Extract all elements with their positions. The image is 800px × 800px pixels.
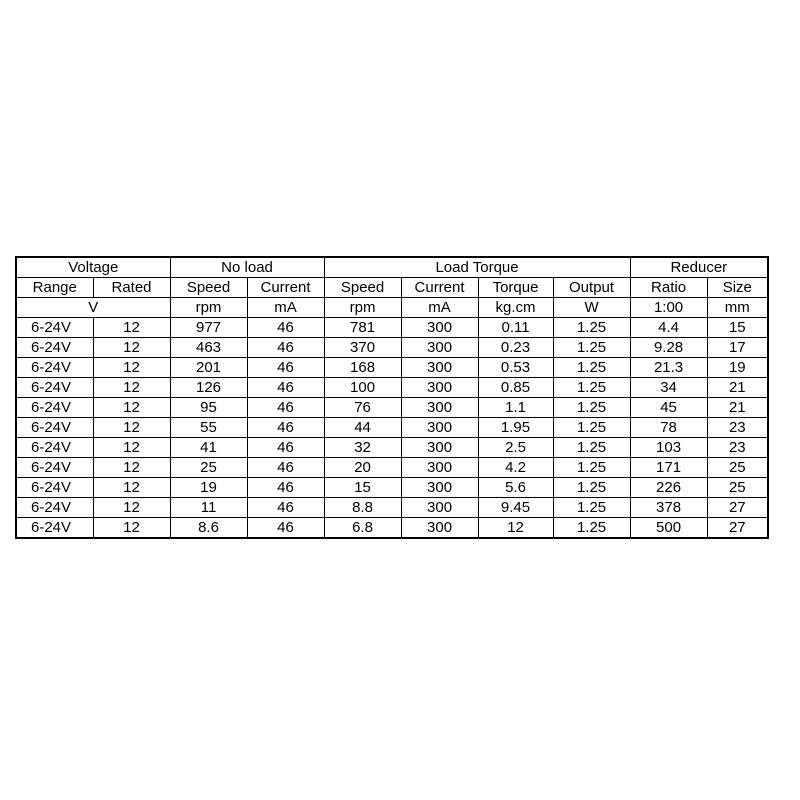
cell-output: 1.25 [553, 338, 630, 358]
cell-output: 1.25 [553, 458, 630, 478]
cell-rated-voltage: 12 [93, 418, 170, 438]
cell-ratio: 45 [630, 398, 707, 418]
cell-range: 6-24V [16, 438, 93, 458]
cell-torque: 1.1 [478, 398, 553, 418]
cell-no-load-speed: 8.6 [170, 518, 247, 539]
table-row [16, 478, 768, 498]
group-voltage: Voltage [16, 257, 170, 278]
cell-rated-voltage: 12 [93, 318, 170, 338]
unit-no-load-current: mA [247, 298, 324, 318]
cell-load-current: 300 [401, 498, 478, 518]
cell-rated-voltage: 12 [93, 458, 170, 478]
cell-load-speed: 32 [324, 438, 401, 458]
cell-load-speed: 168 [324, 358, 401, 378]
cell-no-load-speed: 19 [170, 478, 247, 498]
cell-load-current: 300 [401, 458, 478, 478]
cell-no-load-current: 46 [247, 498, 324, 518]
cell-ratio: 378 [630, 498, 707, 518]
cell-range: 6-24V [16, 418, 93, 438]
cell-range: 6-24V [16, 398, 93, 418]
cell-load-current: 300 [401, 338, 478, 358]
data-rows [16, 318, 768, 539]
cell-torque: 0.11 [478, 318, 553, 338]
header-output: Output [553, 278, 630, 298]
cell-output: 1.25 [553, 378, 630, 398]
cell-rated-voltage: 12 [93, 498, 170, 518]
cell-load-speed: 44 [324, 418, 401, 438]
table-row [16, 498, 768, 518]
header-no-load-current: Current [247, 278, 324, 298]
header-rated: Rated [93, 278, 170, 298]
cell-ratio: 171 [630, 458, 707, 478]
table-row [16, 458, 768, 478]
cell-no-load-speed: 55 [170, 418, 247, 438]
cell-rated-voltage: 12 [93, 358, 170, 378]
table-row [16, 378, 768, 398]
unit-size: mm [707, 298, 768, 318]
table-row [16, 518, 768, 539]
cell-rated-voltage: 12 [93, 438, 170, 458]
header-torque: Torque [478, 278, 553, 298]
unit-load-speed: rpm [324, 298, 401, 318]
cell-rated-voltage: 12 [93, 378, 170, 398]
unit-row [16, 298, 768, 318]
cell-ratio: 21.3 [630, 358, 707, 378]
cell-size: 27 [707, 518, 768, 539]
cell-ratio: 500 [630, 518, 707, 539]
cell-rated-voltage: 12 [93, 478, 170, 498]
unit-no-load-speed: rpm [170, 298, 247, 318]
group-load-torque: Load Torque [324, 257, 630, 278]
group-header-row [16, 257, 768, 278]
cell-range: 6-24V [16, 358, 93, 378]
cell-no-load-current: 46 [247, 458, 324, 478]
cell-range: 6-24V [16, 458, 93, 478]
cell-load-current: 300 [401, 398, 478, 418]
cell-torque: 0.23 [478, 338, 553, 358]
column-header-row [16, 278, 768, 298]
cell-size: 23 [707, 438, 768, 458]
cell-output: 1.25 [553, 518, 630, 539]
cell-load-current: 300 [401, 418, 478, 438]
cell-ratio: 34 [630, 378, 707, 398]
cell-no-load-current: 46 [247, 438, 324, 458]
cell-size: 17 [707, 338, 768, 358]
cell-no-load-current: 46 [247, 398, 324, 418]
cell-size: 21 [707, 378, 768, 398]
cell-torque: 12 [478, 518, 553, 539]
cell-no-load-current: 46 [247, 518, 324, 539]
cell-ratio: 78 [630, 418, 707, 438]
unit-ratio: 1:00 [630, 298, 707, 318]
cell-load-speed: 15 [324, 478, 401, 498]
group-no-load: No load [170, 257, 324, 278]
cell-output: 1.25 [553, 318, 630, 338]
table-row [16, 418, 768, 438]
cell-load-speed: 370 [324, 338, 401, 358]
cell-size: 19 [707, 358, 768, 378]
cell-load-speed: 76 [324, 398, 401, 418]
cell-no-load-current: 46 [247, 378, 324, 398]
cell-torque: 0.53 [478, 358, 553, 378]
table-row [16, 398, 768, 418]
cell-size: 23 [707, 418, 768, 438]
cell-load-speed: 8.8 [324, 498, 401, 518]
cell-torque: 1.95 [478, 418, 553, 438]
cell-load-current: 300 [401, 378, 478, 398]
cell-output: 1.25 [553, 398, 630, 418]
cell-size: 15 [707, 318, 768, 338]
cell-load-current: 300 [401, 438, 478, 458]
cell-range: 6-24V [16, 498, 93, 518]
cell-size: 25 [707, 458, 768, 478]
cell-no-load-speed: 25 [170, 458, 247, 478]
cell-rated-voltage: 12 [93, 518, 170, 539]
cell-range: 6-24V [16, 478, 93, 498]
cell-output: 1.25 [553, 498, 630, 518]
cell-no-load-speed: 463 [170, 338, 247, 358]
cell-torque: 2.5 [478, 438, 553, 458]
cell-range: 6-24V [16, 318, 93, 338]
cell-no-load-current: 46 [247, 318, 324, 338]
cell-no-load-speed: 95 [170, 398, 247, 418]
cell-torque: 0.85 [478, 378, 553, 398]
cell-output: 1.25 [553, 418, 630, 438]
cell-no-load-current: 46 [247, 338, 324, 358]
header-load-current: Current [401, 278, 478, 298]
header-no-load-speed: Speed [170, 278, 247, 298]
cell-no-load-speed: 41 [170, 438, 247, 458]
cell-load-current: 300 [401, 518, 478, 539]
table-row [16, 358, 768, 378]
cell-torque: 9.45 [478, 498, 553, 518]
cell-size: 25 [707, 478, 768, 498]
cell-load-current: 300 [401, 318, 478, 338]
cell-rated-voltage: 12 [93, 398, 170, 418]
cell-range: 6-24V [16, 378, 93, 398]
cell-size: 27 [707, 498, 768, 518]
cell-no-load-current: 46 [247, 418, 324, 438]
cell-rated-voltage: 12 [93, 338, 170, 358]
cell-torque: 5.6 [478, 478, 553, 498]
unit-voltage: V [16, 298, 170, 318]
motor-spec-table [15, 256, 769, 539]
table-row [16, 318, 768, 338]
cell-range: 6-24V [16, 518, 93, 539]
cell-ratio: 103 [630, 438, 707, 458]
table-row [16, 438, 768, 458]
cell-no-load-current: 46 [247, 478, 324, 498]
cell-no-load-speed: 977 [170, 318, 247, 338]
unit-load-current: mA [401, 298, 478, 318]
unit-torque: kg.cm [478, 298, 553, 318]
cell-no-load-current: 46 [247, 358, 324, 378]
table-row [16, 338, 768, 358]
cell-load-speed: 6.8 [324, 518, 401, 539]
unit-output: W [553, 298, 630, 318]
cell-torque: 4.2 [478, 458, 553, 478]
cell-ratio: 4.4 [630, 318, 707, 338]
group-reducer: Reducer [630, 257, 768, 278]
header-size: Size [707, 278, 768, 298]
cell-output: 1.25 [553, 358, 630, 378]
cell-ratio: 9.28 [630, 338, 707, 358]
cell-no-load-speed: 126 [170, 378, 247, 398]
cell-load-speed: 781 [324, 318, 401, 338]
cell-load-current: 300 [401, 478, 478, 498]
header-load-speed: Speed [324, 278, 401, 298]
cell-range: 6-24V [16, 338, 93, 358]
cell-output: 1.25 [553, 478, 630, 498]
cell-load-current: 300 [401, 358, 478, 378]
cell-no-load-speed: 11 [170, 498, 247, 518]
cell-load-speed: 100 [324, 378, 401, 398]
header-ratio: Ratio [630, 278, 707, 298]
cell-load-speed: 20 [324, 458, 401, 478]
cell-output: 1.25 [553, 438, 630, 458]
cell-size: 21 [707, 398, 768, 418]
header-range: Range [16, 278, 93, 298]
cell-no-load-speed: 201 [170, 358, 247, 378]
cell-ratio: 226 [630, 478, 707, 498]
